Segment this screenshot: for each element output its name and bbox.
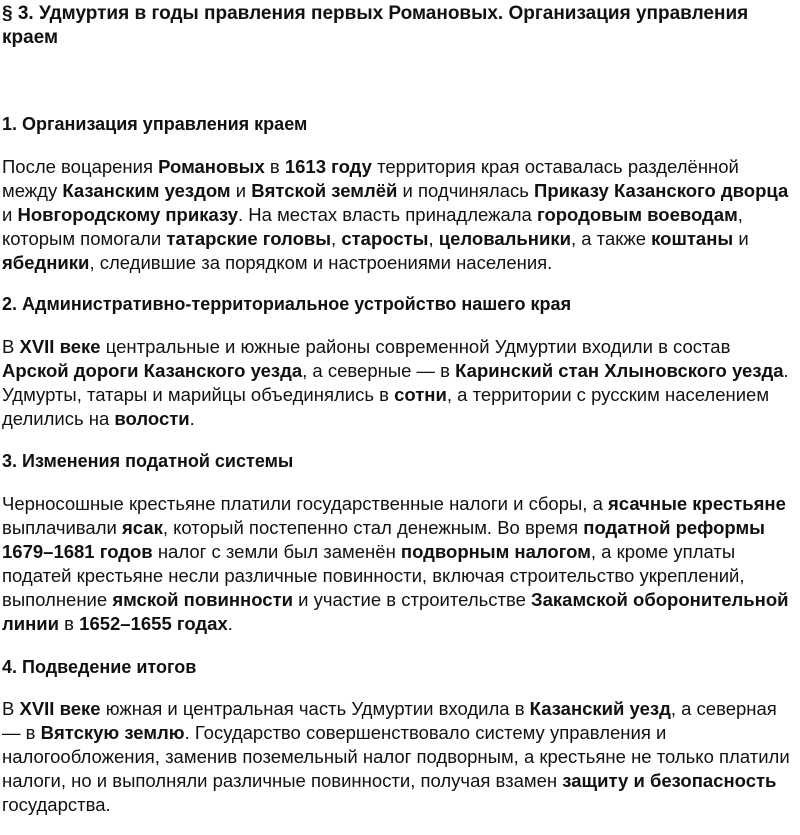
bold-term: ясак bbox=[121, 517, 163, 538]
text-run: налог с земли был заменён bbox=[152, 541, 401, 562]
bold-term: Романовых bbox=[158, 156, 265, 177]
text-run: и участие в строительстве bbox=[293, 589, 532, 610]
bold-term: целовальники bbox=[438, 228, 571, 249]
text-run: , которым помогали bbox=[2, 204, 743, 249]
bold-term: XVII веке bbox=[19, 698, 101, 719]
section-heading: 4. Подведение итогов bbox=[2, 657, 197, 677]
bold-term: 1613 году bbox=[284, 156, 372, 177]
text-run: . Государство совершенствовало систему управления и налогообложения, заменив поземельный налог подворным, а крестьяне не только платили налоги, но и выполняли различные повинности, получая взамен bbox=[2, 722, 790, 791]
bold-term: Казанским уездом bbox=[62, 180, 231, 201]
text-run: центральные и южные районы современной Удмуртии входили в состав bbox=[100, 336, 731, 357]
text-run: и bbox=[2, 204, 18, 225]
bold-term: Казанский уезд bbox=[529, 698, 671, 719]
text-run: , который постепенно стал денежным. Во время bbox=[162, 517, 584, 538]
bold-term: старосты bbox=[341, 228, 429, 249]
text-run: , следившие за порядком и настроениями населения. bbox=[89, 252, 553, 273]
text-run: в bbox=[264, 156, 285, 177]
bold-term: Каринский стан Хлыновского уезда bbox=[455, 360, 784, 381]
section-paragraph bbox=[2, 697, 792, 817]
bold-term: татарские головы bbox=[166, 228, 332, 249]
text-run: . bbox=[189, 408, 195, 429]
bold-term: городовым воеводам bbox=[536, 204, 738, 225]
bold-term: 1652–1655 годах bbox=[79, 613, 228, 634]
bold-term: Новгородскому приказу bbox=[17, 204, 239, 225]
bold-term: защиту и безопасность bbox=[562, 770, 777, 791]
text-run: , а также bbox=[570, 228, 652, 249]
section-tax-system bbox=[2, 449, 792, 636]
text-run: . На местах власть принадлежала bbox=[238, 204, 537, 225]
bold-term: сотни bbox=[394, 384, 447, 405]
section-territorial-structure bbox=[2, 292, 792, 431]
section-paragraph bbox=[2, 492, 792, 636]
page-title: § 3. Удмуртия в годы правления первых Романовых. Организация управления краем bbox=[2, 3, 749, 48]
bold-term: Арской дороги Казанского уезда bbox=[2, 360, 303, 381]
text-run: государства. bbox=[2, 794, 111, 815]
text-run: , а северная — в bbox=[2, 698, 777, 743]
bold-term: Приказу Казанского дворца bbox=[534, 180, 789, 201]
bold-term: ясачные крестьяне bbox=[608, 493, 786, 514]
text-run: выплачивали bbox=[2, 517, 122, 538]
section-organization bbox=[2, 112, 792, 275]
section-summary bbox=[2, 655, 792, 817]
text-run: территория края оставалась разделённой между bbox=[2, 156, 739, 201]
bold-term: подворным налогом bbox=[400, 541, 591, 562]
text-run: южная и центральная часть Удмуртии входила в bbox=[100, 698, 530, 719]
text-run: В bbox=[2, 698, 20, 719]
text-run: После воцарения bbox=[2, 156, 159, 177]
text-run: и bbox=[230, 180, 252, 201]
bold-term: ямской повинности bbox=[112, 589, 294, 610]
bold-term: податной реформы 1679–1681 годов bbox=[2, 517, 765, 562]
text-run: , bbox=[331, 228, 342, 249]
text-run: , а северные — в bbox=[302, 360, 456, 381]
text-run: Черносошные крестьяне платили государственные налоги и сборы, а bbox=[2, 493, 609, 514]
text-run: и bbox=[733, 228, 749, 249]
document-page bbox=[0, 2, 800, 817]
section-paragraph bbox=[2, 155, 792, 275]
text-run: в bbox=[59, 613, 80, 634]
section-heading: 2. Административно-территориальное устройство нашего края bbox=[2, 294, 572, 314]
text-run: . bbox=[227, 613, 233, 634]
bold-term: Вятскую землю bbox=[40, 722, 185, 743]
bold-term: Вятской землёй bbox=[251, 180, 398, 201]
text-run: В bbox=[2, 336, 20, 357]
bold-term: Закамской оборонительной линии bbox=[2, 589, 789, 634]
bold-term: коштаны bbox=[651, 228, 734, 249]
text-run: , а кроме уплаты податей крестьяне несли различные повинности, включая строительство укреплений, выполнение bbox=[2, 541, 745, 610]
text-run: . Удмурты, татары и марийцы объединялись в bbox=[2, 360, 789, 405]
section-heading: 3. Изменения податной системы bbox=[2, 451, 294, 471]
bold-term: волости bbox=[114, 408, 190, 429]
bold-term: ябедники bbox=[2, 252, 90, 273]
text-run: , а территории с русским населением делились на bbox=[2, 384, 770, 429]
section-paragraph bbox=[2, 335, 792, 431]
text-run: и подчинялась bbox=[397, 180, 535, 201]
section-heading: 1. Организация управления краем bbox=[2, 114, 308, 134]
text-run: , bbox=[428, 228, 439, 249]
bold-term: XVII веке bbox=[19, 336, 101, 357]
